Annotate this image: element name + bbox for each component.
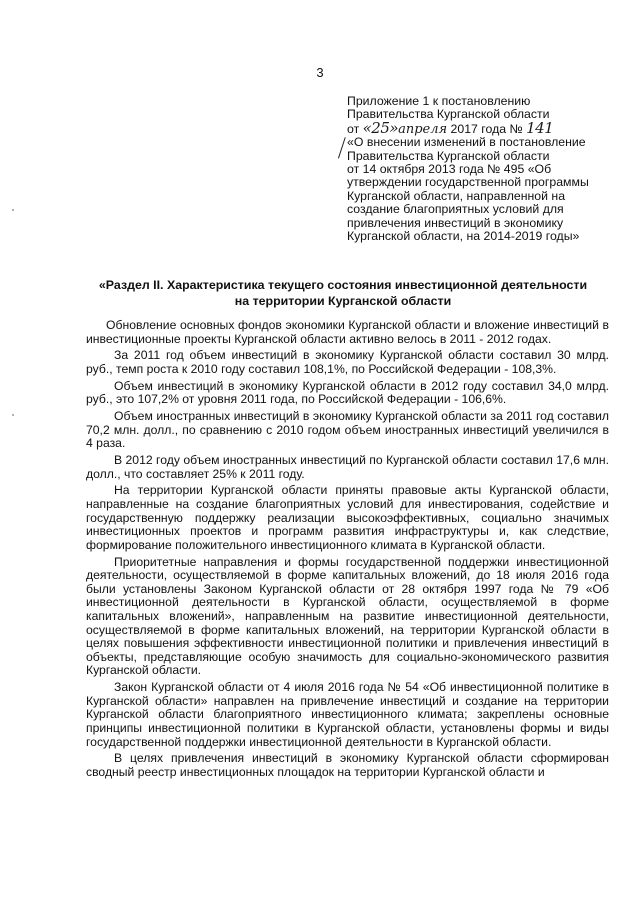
handwritten-month: апреля bbox=[398, 121, 448, 137]
appendix-line: Правительства Курганской области bbox=[347, 107, 550, 122]
handwritten-day: «25» bbox=[362, 118, 399, 137]
paragraph: В целях привлечения инвестиций в экономику Курганской области сформирован сводный реестр инвестиционных площадок на территории Курганской области и bbox=[86, 751, 609, 779]
appendix-line: Курганской области, направленной на bbox=[347, 188, 566, 203]
appendix-line: утверждении государственной программы bbox=[347, 175, 589, 190]
scan-margin-mark bbox=[12, 209, 14, 211]
paragraph: Закон Курганской области от 4 июля 2016 года № 54 «Об инвестиционной политике в Курганской области» направлен на привлечение инвестиций и создание на территории Курганской области благоприятного инвестиционного климата; закреплены основные принципы инвестиционной политики в Курганской области, установлены формы и виды государственной поддержки инвестиционной деятельности в Курганской области. bbox=[86, 680, 609, 749]
section-title bbox=[78, 277, 608, 309]
section-title-line: «Раздел II. Характеристика текущего состояния инвестиционной деятельности bbox=[98, 278, 588, 292]
paragraph: Объем иностранных инвестиций в экономику Курганской области за 2011 год составил 70,2 млн. долл., по сравнению с 2010 годом объем иностранных инвестиций увеличился в 4 раза. bbox=[86, 409, 609, 451]
paragraph: На территории Курганской области приняты правовые акты Курганской области, направленные на создание благоприятных условий для инвестирования, содействие и государственную поддержку реализации высокоэффективных, социально значимых инвестиционных проектов и программ развития инфраструктуры и, как следствие, формирование положительного инвестиционного климата в Курганской области. bbox=[86, 483, 609, 552]
date-year-text: 2017 года № bbox=[447, 121, 527, 136]
paragraph: Приоритетные направления и формы государственной поддержки инвестиционной деятельности, осуществляемой в форме капитальных вложений, до 18 июля 2016 года были установлены Законом Курганской области от 28 октября 1997 года № 79 «Об инвестиционной деятельности в Курганской области, осуществляемой в форме капитальных вложений», направленным на развитие инвестиционной деятельности, осуществляемой в форме капитальных вложений, на территории Курганской области в целях повышения эффективности инвестиционной политики и привлечения инвестиций в объекты, представляющие особую значимость для социально-экономического развития Курганской области. bbox=[86, 554, 609, 678]
scan-margin-mark bbox=[12, 414, 14, 416]
paragraph: Обновление основных фондов экономики Курганской области и вложение инвестиций в инвестиционные проекты Курганской области активно велось в 2011 - 2012 годах. bbox=[86, 318, 609, 346]
page-number: 3 bbox=[316, 65, 324, 80]
paragraph: В 2012 году объем иностранных инвестиций по Курганской области составил 17,6 млн. долл., что составляет 25% к 2011 году. bbox=[86, 453, 609, 481]
date-prefix: от bbox=[347, 121, 363, 136]
appendix-line: создание благоприятных условий для bbox=[347, 202, 564, 217]
appendix-line: Приложение 1 к постановлению bbox=[347, 94, 531, 108]
appendix-line: «О внесении изменений в постановление bbox=[347, 136, 617, 149]
appendix-date-line bbox=[347, 118, 617, 137]
paragraph: Объем инвестиций в экономику Курганской области в 2012 году составил 34,0 млрд. руб., это 107,2% от уровня 2011 года, по Российской Федерации - 106,6%. bbox=[86, 378, 609, 407]
paragraph: За 2011 год объем инвестиций в экономику Курганской области составил 30 млрд. руб., темп роста к 2010 году составил 108,1%, по Российской Федерации - 108,3%. bbox=[86, 348, 609, 376]
appendix-line: Правительства Курганской области bbox=[347, 148, 550, 163]
body-text bbox=[86, 319, 609, 783]
appendix-line: привлечения инвестиций в экономику bbox=[347, 215, 564, 230]
appendix-block bbox=[347, 95, 617, 243]
section-title-line: на территории Курганской области bbox=[234, 294, 452, 308]
appendix-line: от 14 октября 2013 года № 495 «Об bbox=[347, 162, 552, 177]
handwritten-number: 141 bbox=[526, 118, 554, 137]
appendix-line: Курганской области, на 2014-2019 годы» bbox=[347, 229, 580, 244]
